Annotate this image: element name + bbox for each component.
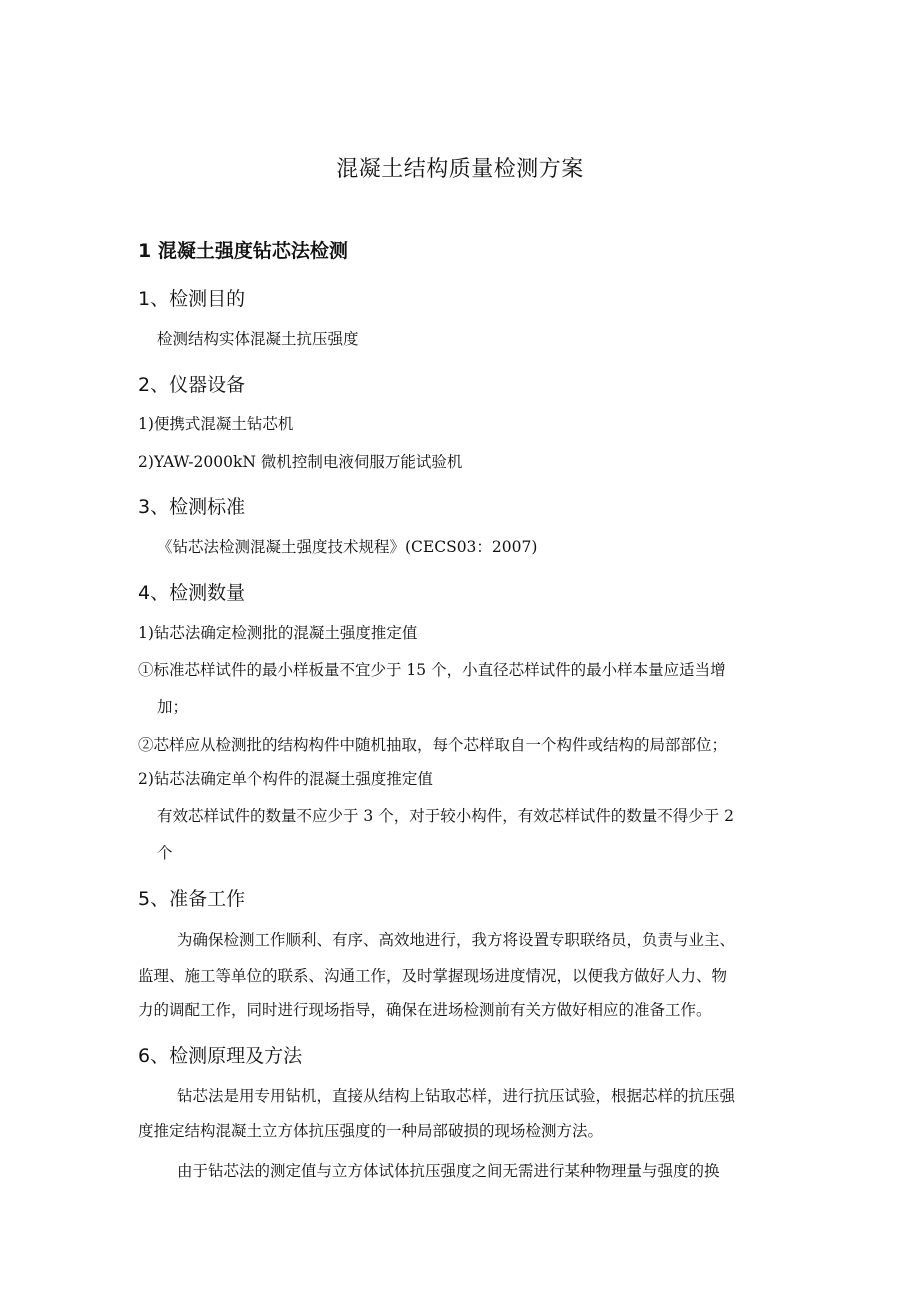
heading-standard: 3、检测标准 bbox=[138, 496, 246, 518]
heading-preparation: 5、准备工作 bbox=[138, 888, 246, 910]
heading-principle: 6、检测原理及方法 bbox=[138, 1045, 303, 1067]
document-title: 混凝土结构质量检测方案 bbox=[336, 157, 584, 182]
principle-line-3: 由于钻芯法的测定值与立方体试体抗压强度之间无需进行某种物理量与强度的换 bbox=[177, 1162, 720, 1180]
section-heading: 1 混凝土强度钻芯法检测 bbox=[138, 240, 348, 262]
quantity-line-2b: 加； bbox=[157, 698, 189, 716]
standard-text: 《钻芯法检测混凝土强度技术规程》(CECS03：2007) bbox=[157, 538, 538, 556]
quantity-line-5a: 有效芯样试件的数量不应少于 3 个，对于较小构件，有效芯样试件的数量不得少于 2 bbox=[157, 807, 735, 825]
equipment-item-2: 2)YAW-2000kN 微机控制电液伺服万能试验机 bbox=[138, 453, 463, 471]
quantity-line-5b: 个 bbox=[157, 844, 173, 862]
quantity-line-1: 1)钻芯法确定检测批的混凝土强度推定值 bbox=[138, 624, 418, 642]
quantity-line-3: ②芯样应从检测批的结构构件中随机抽取，每个芯样取自一个构件或结构的局部部位； bbox=[138, 736, 728, 754]
principle-line-1: 钻芯法是用专用钻机，直接从结构上钻取芯样，进行抗压试验，根据芯样的抗压强 bbox=[177, 1087, 736, 1105]
preparation-line-3: 力的调配工作，同时进行现场指导，确保在进场检测前有关方做好相应的准备工作。 bbox=[138, 1001, 712, 1019]
heading-quantity: 4、检测数量 bbox=[138, 582, 246, 604]
quantity-line-4: 2)钻芯法确定单个构件的混凝土强度推定值 bbox=[138, 770, 433, 788]
principle-line-2: 度推定结构混凝土立方体抗压强度的一种局部破损的现场检测方法。 bbox=[138, 1122, 604, 1140]
preparation-line-1: 为确保检测工作顺利、有序、高效地进行，我方将设置专职联络员，负责与业主、 bbox=[177, 931, 736, 949]
preparation-line-2: 监理、施工等单位的联系、沟通工作，及时掌握现场进度情况，以便我方做好人力、物 bbox=[138, 967, 728, 985]
heading-purpose: 1、检测目的 bbox=[138, 288, 246, 310]
heading-equipment: 2、仪器设备 bbox=[138, 374, 246, 396]
purpose-text: 检测结构实体混凝土抗压强度 bbox=[157, 330, 359, 348]
equipment-item-1: 1)便携式混凝土钻芯机 bbox=[138, 415, 294, 433]
quantity-line-2a: ①标准芯样试件的最小样板量不宜少于 15 个，小直径芯样试件的最小样本量应适当增 bbox=[138, 661, 726, 679]
